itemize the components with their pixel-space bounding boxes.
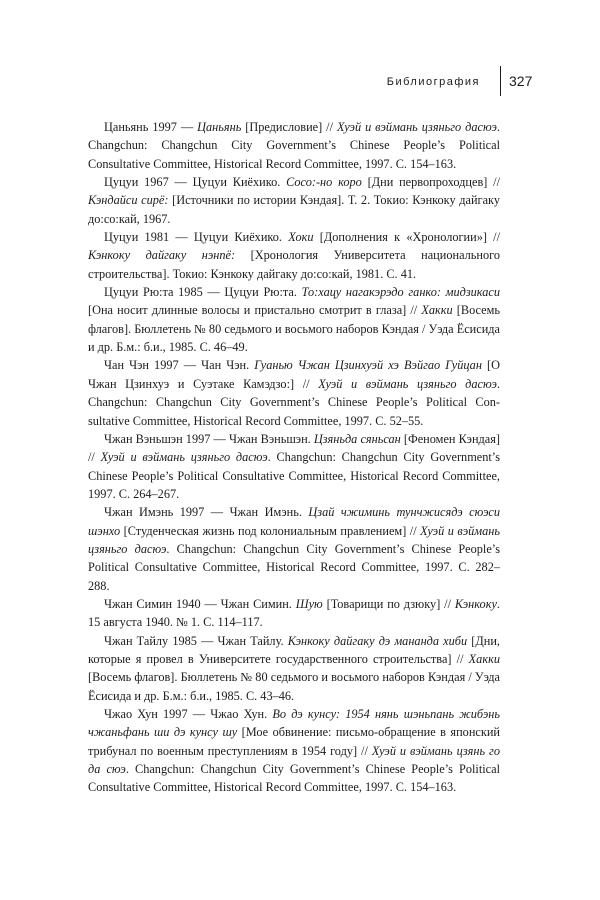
- text-run: Чжан Симин 1940 — Чжан Симин.: [104, 596, 296, 611]
- bibliography-entry: [88, 356, 500, 429]
- text-run: [Товарищи по дзюку] //: [322, 596, 455, 611]
- text-run: [Восемь флагов]. Бюллетень № 80 седьмого и восьмого наборов Кэндая / Уэда Ёсисида и др. Б.м.: б.и., 1985. С. 43–46.: [88, 670, 500, 703]
- text-run: Цуцуи 1967 — Цуцуи Киёхико.: [104, 175, 287, 190]
- italic-title-run: Шую: [295, 596, 323, 611]
- text-run: [Предисловие] //: [241, 120, 337, 134]
- text-run: [Дополнения к «Хронологии»] //: [313, 230, 500, 245]
- italic-title-run: Кэндайси сирё:: [88, 193, 169, 208]
- bibliography-entry: [88, 705, 500, 797]
- text-run: . Changchun: Changchun City Government’s Chinese People’s Political Consultative Committee, Historical Record Committee, 1997. С. 52–55.: [88, 376, 500, 428]
- italic-title-run: Хуэй и вэймань цзянь го да сюэ: [88, 743, 500, 777]
- text-run: Чан Чэн 1997 — Чан Чэн.: [104, 358, 255, 373]
- italic-title-run: Хоки: [288, 230, 314, 245]
- text-run: [Мое обвинение: письмо-обращение в японский трибунал по военным преступлениям в 1954 году] //: [88, 725, 500, 758]
- bibliography-entry: [88, 228, 500, 283]
- italic-title-run: Хуэй и вэймань цзяньго дасюэ: [100, 450, 268, 465]
- text-run: [Восемь флагов]. Бюллетень № 80 седьмого и восьмого наборов Кэндая / Уэда Ёсисида и др. Б.м.: б.и., 1985. С. 46–49.: [88, 303, 500, 355]
- bibliography-entry: [88, 283, 500, 356]
- running-header: [0, 66, 600, 96]
- italic-title-run: Хуэй и вэймань цзяньго дасюэ: [336, 120, 497, 134]
- text-run: [О Чжан Цзинхуэ и Суэтаке Камэдзо:] //: [88, 358, 500, 391]
- text-run: . 15 августа 1940. № 1. С. 114–117.: [88, 596, 500, 630]
- italic-title-run: Цзай чжиминь тунчжисядэ сюэси шэнхо: [88, 505, 500, 538]
- italic-title-run: Во дэ кунсу: 1954 нянь шэньпань жибэнь чжаньфань ши дэ кунсу шу: [88, 707, 501, 740]
- text-run: [Дни, которые я провел в Университете государственного строительства] //: [88, 633, 501, 666]
- italic-title-run: Сосо:-но коро: [286, 175, 362, 190]
- italic-title-run: Цаньянь: [197, 120, 242, 134]
- text-run: . Changchun: Changchun City Government’s Chinese People’s Political Consultative Committee, Historical Record Committee, 1997. С. 282–288.: [88, 541, 500, 593]
- text-run: [Она носит длинные волосы и пристально смотрит в глаза] //: [88, 303, 422, 318]
- bibliography-entry: [88, 430, 500, 503]
- italic-title-run: То:хацу нагакэрэдо ганко: мидзикаси: [301, 285, 500, 300]
- bibliography-entry: [88, 595, 500, 632]
- italic-title-run: Кэнкоку дайгаку дэ мананда хиби: [287, 633, 468, 648]
- italic-title-run: Кэнкоку: [454, 596, 497, 611]
- page-number: 327: [509, 73, 533, 89]
- section-title: Библиография: [386, 76, 480, 88]
- bibliography-list: [88, 118, 500, 797]
- text-run: . Changchun: Changchun City Government’s Chinese People’s Political Consultative Committee, Historical Record Committee, 1997. С. 154–163.: [88, 120, 500, 171]
- italic-title-run: Хуэй и вэймань цзяньго дасюэ: [318, 376, 497, 391]
- italic-title-run: Кэнкоку дайгаку нэнпё:: [88, 248, 236, 263]
- text-run: Цуцуи 1981 — Цуцуи Киёхико.: [104, 230, 289, 245]
- italic-title-run: Хуэй и вэймань цзяньго дасюэ: [88, 523, 500, 556]
- italic-title-run: Хакки: [421, 303, 453, 318]
- text-run: Чжан Вэньшэн 1997 — Чжан Вэньшэн.: [104, 431, 314, 446]
- text-run: . Changchun: Changchun City Government’s Chinese People’s Political Consultative Committee, Historical Record Committee, 1997. С. 154–163.: [88, 762, 500, 795]
- bibliography-entry: [88, 173, 500, 228]
- text-run: Чжан Тайлу 1985 — Чжан Тайлу.: [104, 633, 288, 648]
- text-run: [Студенческая жизнь под колониальным правлением] //: [120, 523, 421, 538]
- italic-title-run: Цзяньда сяньсан: [313, 431, 401, 446]
- text-run: [Хронология Университета национального строительства]. Токио: Кэнкоку дайгаку до:со:кай, 1981. С. 41.: [88, 248, 501, 281]
- text-run: Чжао Хун 1997 — Чжао Хун.: [104, 707, 273, 721]
- bibliography-entry: [88, 632, 500, 705]
- bibliography-entry: [88, 118, 500, 173]
- italic-title-run: Гуанью Чжан Цзинхуэй хэ Вэйгао Гуйцан: [254, 358, 482, 373]
- bibliography-entry: [88, 503, 500, 595]
- header-divider: [500, 66, 501, 96]
- text-run: [Дни первопроходцев] //: [361, 175, 501, 190]
- text-run: [Феномен Кэндая] //: [88, 431, 500, 465]
- text-run: [Источники по истории Кэндая]. Т. 2. Токио: Кэнкоку дайгаку до:со:кай, 1967.: [88, 193, 501, 226]
- text-run: Цуцуи Рю:та 1985 — Цуцуи Рю:та.: [104, 285, 302, 300]
- italic-title-run: Хакки: [468, 651, 500, 666]
- text-run: . Changchun: Changchun City Government’s Chinese People’s Political Consultative Committee, Historical Record Committee, 1997. С. 264–267.: [88, 450, 500, 501]
- text-run: Чжан Имэнь 1997 — Чжан Имэнь.: [104, 505, 309, 520]
- text-run: Цаньянь 1997 —: [104, 120, 198, 134]
